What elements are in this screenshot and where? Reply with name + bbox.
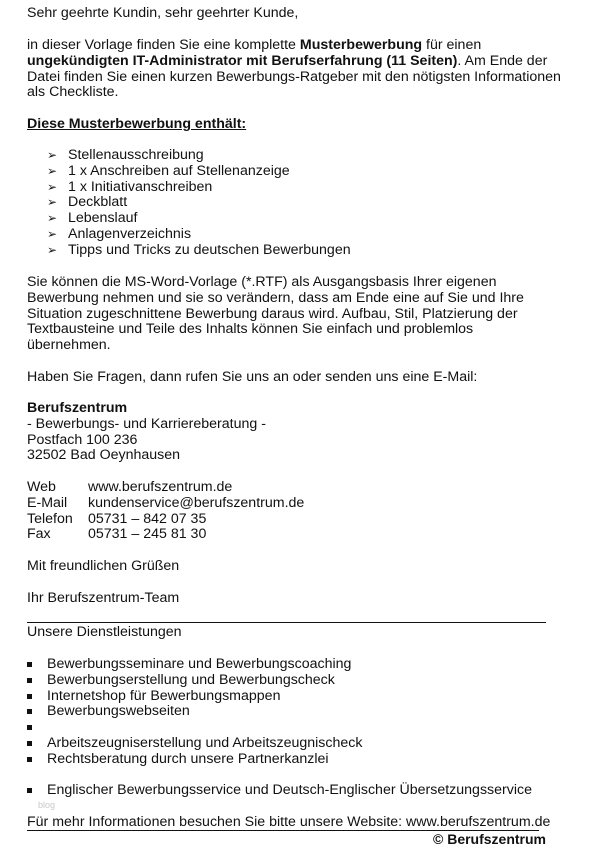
service-item [27, 673, 362, 689]
intro-text-1: in dieser Vorlage finden Sie eine komplette [27, 37, 300, 53]
salutation: Sehr geehrte Kundin, sehr geehrter Kunde, [27, 5, 299, 21]
intro-text-3: . Am Ende der [457, 52, 548, 69]
email-link[interactable]: kundenservice@berufszentrum.de [88, 494, 305, 511]
contents-item [27, 148, 351, 164]
contents-list [27, 148, 351, 259]
intro-bold-1: Musterbewerbung [299, 37, 423, 53]
contents-item-label: 1 x Initiativanschreiben [68, 178, 213, 195]
footer-info: Für mehr Informationen besuchen Sie bitte unsere Website: www.berufszentrum.de [27, 814, 551, 830]
intro-line-2 [27, 54, 561, 70]
contents-item-label: Stellenausschreibung [68, 147, 204, 163]
contents-item-label: Anlagenverzeichnis [68, 225, 192, 242]
service-item [27, 689, 362, 705]
arrow-bullet-icon: ➢ [47, 163, 58, 178]
company-street: Postfach 100 236 [27, 431, 138, 448]
closing: Mit freundlichen Grüßen [27, 558, 180, 574]
services-list [27, 657, 362, 768]
service-item-label: Englischer Bewerbungsservice und Deutsch-Englischer Übersetzungsservice [47, 782, 532, 798]
questions-line: Haben Sie Fragen, dann rufen Sie uns an oder senden uns eine E-Mail: [27, 369, 478, 385]
bullet-square-icon [27, 678, 32, 683]
service-item-label: Bewerbungsseminare und Bewerbungscoaching [47, 656, 352, 672]
contents-item-label: Deckblatt [68, 194, 128, 211]
contact-block [27, 480, 304, 543]
bullet-square-icon [27, 757, 32, 762]
service-item [27, 752, 362, 768]
service-item [27, 657, 362, 673]
intro-line-1 [27, 38, 561, 54]
usage-line: Situation zugeschnittene Bewerbung daraus wird. Aufbau, Stil, Platzierung der [27, 305, 518, 322]
services-divider [27, 622, 546, 623]
services-heading: Unsere Dienstleistungen [27, 624, 182, 640]
usage-line: übernehmen. [27, 337, 111, 354]
company-tagline: - Bewerbungs- und Karriereberatung - [27, 415, 266, 432]
intro-bold-2: ungekündigten IT-Administrator mit Berufserfahrung (11 Seiten) [27, 52, 458, 69]
services-extra [27, 783, 532, 799]
service-item-label: Arbeitszeugniserstellung und Arbeitszeugnischeck [47, 734, 363, 751]
company-city: 32502 Bad Oeynhausen [27, 447, 181, 464]
email-label: E-Mail [27, 494, 68, 511]
arrow-bullet-icon: ➢ [47, 179, 58, 194]
service-item [27, 736, 362, 752]
contents-item-label: Lebenslauf [68, 210, 138, 227]
web-label: Web [27, 479, 56, 495]
arrow-bullet-icon: ➢ [47, 242, 58, 257]
contents-item [27, 164, 351, 180]
service-item [27, 783, 532, 799]
contents-item-label: 1 x Anschreiben auf Stellenanzeige [68, 162, 290, 179]
web-link[interactable]: www.berufszentrum.de [88, 479, 233, 495]
bullet-square-icon [27, 662, 32, 667]
service-item-label: Rechtsberatung durch unsere Partnerkanzlei [47, 750, 329, 767]
copyright: © Berufszentrum [433, 831, 546, 847]
usage-line: Sie können die MS-Word-Vorlage (*.RTF) als Ausgangsbasis Ihrer eigenen [27, 274, 497, 290]
arrow-bullet-icon: ➢ [47, 211, 58, 226]
bullet-square-icon [27, 709, 32, 714]
contents-item-label: Tipps und Tricks zu deutschen Bewerbungen [68, 241, 351, 258]
bullet-square-icon [27, 741, 32, 746]
bullet-square-icon [27, 694, 32, 699]
intro-line-3: Datei finden Sie einen kurzen Bewerbungs-Ratgeber mit den nötigsten Informationen [27, 68, 561, 85]
service-item-label: Internetshop für Bewerbungsmappen [47, 687, 281, 704]
contents-item [27, 195, 351, 211]
watermark: blog [38, 800, 56, 810]
contents-item [27, 227, 351, 243]
service-item-label: Bewerbungswebseiten [47, 703, 190, 720]
intro-text-2: für einen [422, 37, 482, 53]
service-item-label: Bewerbungserstellung und Bewerbungscheck [47, 671, 335, 688]
intro-paragraph [27, 38, 561, 101]
usage-line: Bewerbung nehmen und sie so verändern, dass am Ende eine auf Sie und Ihre [27, 289, 524, 306]
usage-line: Textbausteine und Teile des Inhalts können Sie einfach und problemlos [27, 321, 474, 338]
service-item [27, 720, 362, 736]
contents-item [27, 211, 351, 227]
contents-item [27, 243, 351, 259]
bullet-square-icon [27, 788, 32, 793]
usage-paragraph [27, 275, 524, 354]
intro-line-4: als Checkliste. [27, 84, 119, 101]
arrow-bullet-icon: ➢ [47, 195, 58, 210]
company-name: Berufszentrum [27, 400, 128, 416]
service-item [27, 704, 362, 720]
fax-number: 05731 – 245 81 30 [88, 526, 207, 543]
bullet-square-icon [27, 725, 32, 730]
arrow-bullet-icon: ➢ [47, 148, 58, 162]
signature: Ihr Berufszentrum-Team [27, 590, 180, 606]
arrow-bullet-icon: ➢ [47, 226, 58, 241]
fax-label: Fax [27, 526, 51, 543]
address-block [27, 401, 266, 464]
contents-heading: Diese Musterbewerbung enthält: [27, 116, 247, 132]
phone-number: 05731 – 842 07 35 [88, 510, 207, 527]
phone-label: Telefon [27, 510, 73, 527]
contents-item [27, 180, 351, 196]
